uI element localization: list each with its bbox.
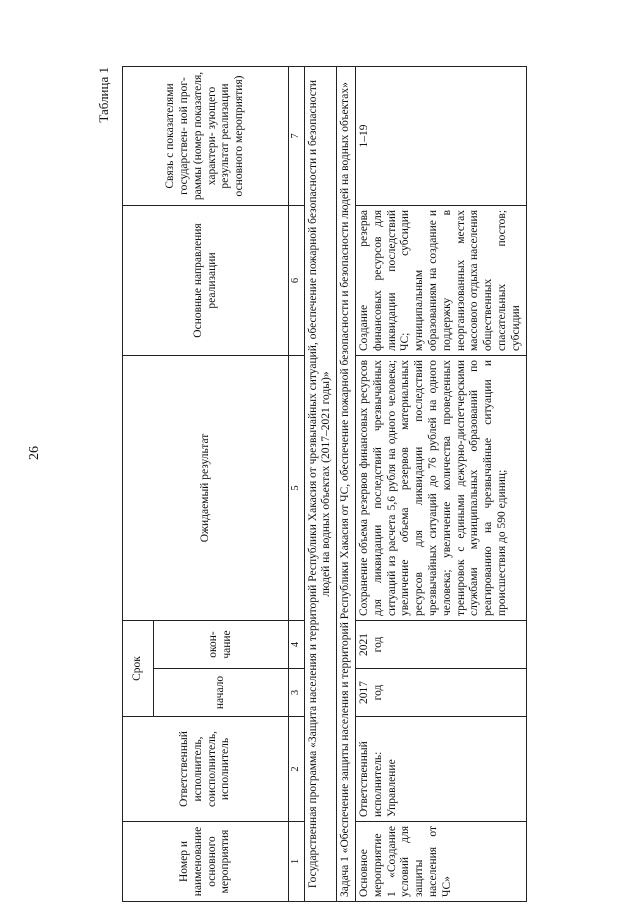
header-row-1 <box>123 66 154 901</box>
header-col3: начало <box>154 669 289 717</box>
directions-cell: Создание резерва финансовых ресурсов для ликвидации последствий ЧС; субсидии муниципальным образованиям на создание и поддержку в неорганизованных местах массового отдыха населения общественных спасательных постов; субсидии <box>355 205 526 355</box>
header-col1: Номер и наименование основного мероприятия <box>123 822 289 902</box>
header-col7: Связь с показателями государствен- ной прог- раммы (номер показателя, характери- зующего результат реализации основного мероприятия) <box>123 66 289 205</box>
measure-name-cell: Основное мероприятие 1 «Создание условий для защиты населения от ЧС» <box>355 822 526 902</box>
start-cell: 2017 год <box>355 669 526 717</box>
header-col6: Основные направления реализации <box>123 205 289 355</box>
executor-cell: Ответственный исполнитель: Управление <box>355 717 526 822</box>
column-number: 2 <box>289 717 305 822</box>
end-cell: 2021 год <box>355 620 526 668</box>
expected-result-cell: Сохранение объема резервов финансовых ресурсов для ликвидации последствий чрезвычайных ситуаций из расчета 5,6 рубля на одного человека; увеличение объема резервов материальных ресурсов для ликвидации последствий чрезвычайных ситуаций до 76 рублей на одного человека; увеличение количества проведенных тренировок с едиными дежурно-диспетчерскими службами муниципальных образований по реагированию на чрезвычайные ситуации и происшествия до 590 единиц; <box>355 355 526 620</box>
header-col2: Ответственный исполнитель, соисполнитель, исполнитель <box>123 717 289 822</box>
task-title-row <box>337 66 356 901</box>
header-col4: окон- чание <box>154 620 289 668</box>
column-number-row <box>289 66 305 901</box>
column-number: 3 <box>289 669 305 717</box>
column-number: 4 <box>289 620 305 668</box>
measures-table <box>122 66 527 902</box>
column-number: 6 <box>289 205 305 355</box>
header-col5: Ожидаемый результат <box>123 355 289 620</box>
table-label: Таблица 1 <box>96 67 111 123</box>
program-title-row <box>304 66 337 901</box>
header-srok: Срок <box>123 620 154 716</box>
task-title: Задача 1 «Обеспечение защиты населения и территорий Республики Хакасия от ЧС, обеспечение пожарной безопасности и безопасности людей на водных объектах» <box>337 66 356 901</box>
table-row <box>355 66 526 901</box>
column-number: 1 <box>289 822 305 902</box>
column-number: 5 <box>289 355 305 620</box>
program-title: Государственная программа «Защита населения и территорий Республики Хакасия от чрезвычайных ситуаций, обеспечение пожарной безопасности и безопасности людей на водных объектах (2017–2021 годы)» <box>304 66 337 901</box>
rotated-page-content <box>96 57 576 902</box>
indicators-link-cell: 1–19 <box>355 66 526 205</box>
page-number: 26 <box>27 446 42 460</box>
column-number: 7 <box>289 66 305 205</box>
